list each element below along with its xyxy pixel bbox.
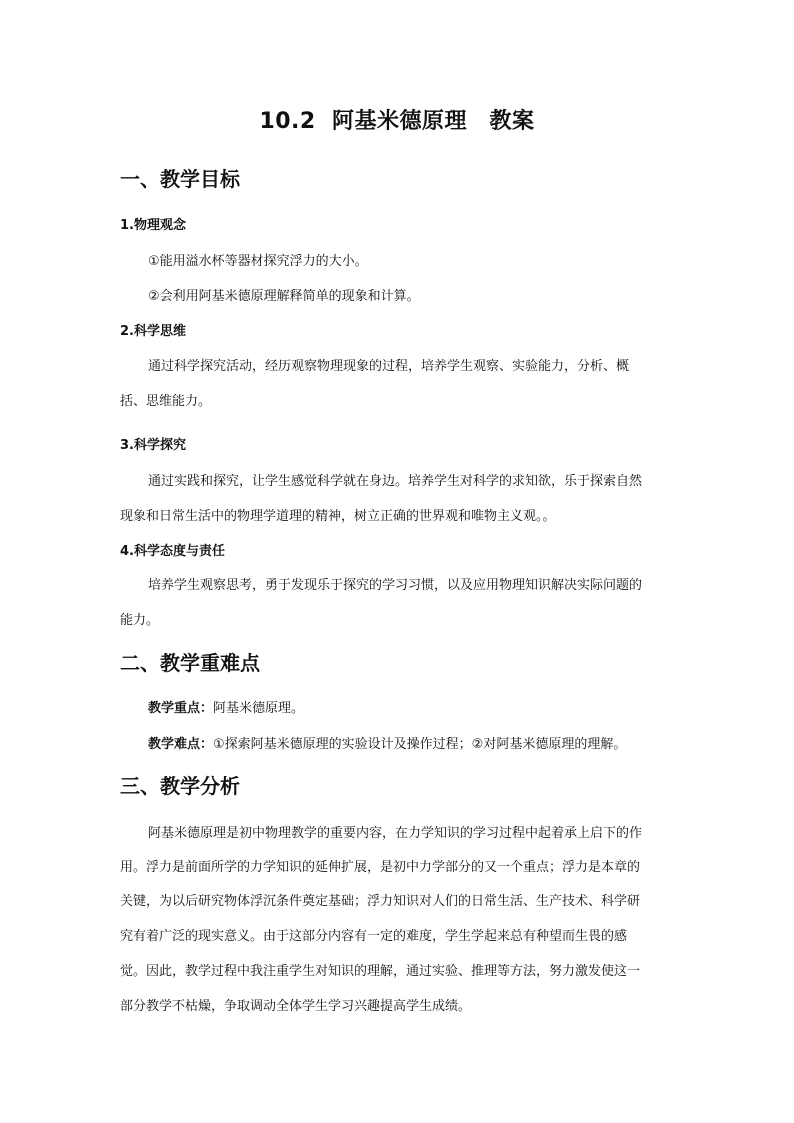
paragraph-line: 通过实践和探究，让学生感觉科学就在身边。培养学生对科学的求知欲，乐于探索自然 [148, 474, 643, 489]
section-heading-key-difficult: 二、教学重难点 [120, 651, 260, 675]
paragraph-line: 觉。因此，教学过程中我注重学生对知识的理解，通过实验、推理等方法，努力激发使这一 [120, 964, 641, 979]
paragraph-line: 用。浮力是前面所学的力学知识的延伸扩展，是初中力学部分的又一个重点；浮力是本章的 [120, 860, 641, 875]
key-point-line [148, 697, 304, 716]
section-heading-objectives: 一、教学目标 [120, 167, 240, 191]
paragraph-line: 部分教学不枯燥，争取调动全体学生学习兴趣提高学生成绩。 [120, 999, 472, 1014]
objective-item-2: ②会利用阿基米德原理解释简单的现象和计算。 [148, 289, 420, 304]
key-point-label: 教学重点： [148, 701, 214, 716]
paragraph-line: 通过科学探究活动，经历观察物理现象的过程，培养学生观察、实验能力，分析、概 [148, 359, 630, 374]
objective-item-1: ①能用溢水杯等器材探究浮力的大小。 [148, 254, 368, 269]
paragraph-line: 培养学生观察思考，勇于发现乐于探究的学习习惯，以及应用物理知识解决实际问题的 [148, 578, 643, 593]
key-point-text: 阿基米德原理。 [213, 701, 305, 716]
document-title: 10.2 阿基米德原理 教案 [259, 109, 535, 134]
difficult-point-line [148, 733, 626, 752]
paragraph-line: 究有着广泛的现实意义。由于这部分内容有一定的难度，学生学起来总有种望而生畏的感 [120, 929, 628, 944]
subheading-scientific-attitude: 4.科学态度与责任 [120, 544, 225, 559]
section-heading-analysis: 三、教学分析 [120, 774, 240, 798]
subheading-scientific-inquiry: 3.科学探究 [120, 438, 186, 453]
paragraph-line: 括、思维能力。 [120, 394, 212, 409]
subheading-scientific-thinking: 2.科学思维 [120, 324, 186, 339]
difficult-point-text: ①探索阿基米德原理的实验设计及操作过程；②对阿基米德原理的理解。 [213, 737, 627, 752]
subheading-physics-concept: 1.物理观念 [120, 218, 186, 233]
paragraph-line: 现象和日常生活中的物理学道理的精神，树立正确的世界观和唯物主义观。。 [120, 509, 556, 524]
difficult-point-label: 教学难点： [148, 737, 214, 752]
paragraph-line: 关键，为以后研究物体浮沉条件奠定基础；浮力知识对人们的日常生活、生产技术、科学研 [120, 894, 641, 909]
paragraph-line: 阿基米德原理是初中物理教学的重要内容，在力学知识的学习过程中起着承上启下的作 [148, 826, 643, 841]
paragraph-line: 能力。 [120, 613, 160, 628]
